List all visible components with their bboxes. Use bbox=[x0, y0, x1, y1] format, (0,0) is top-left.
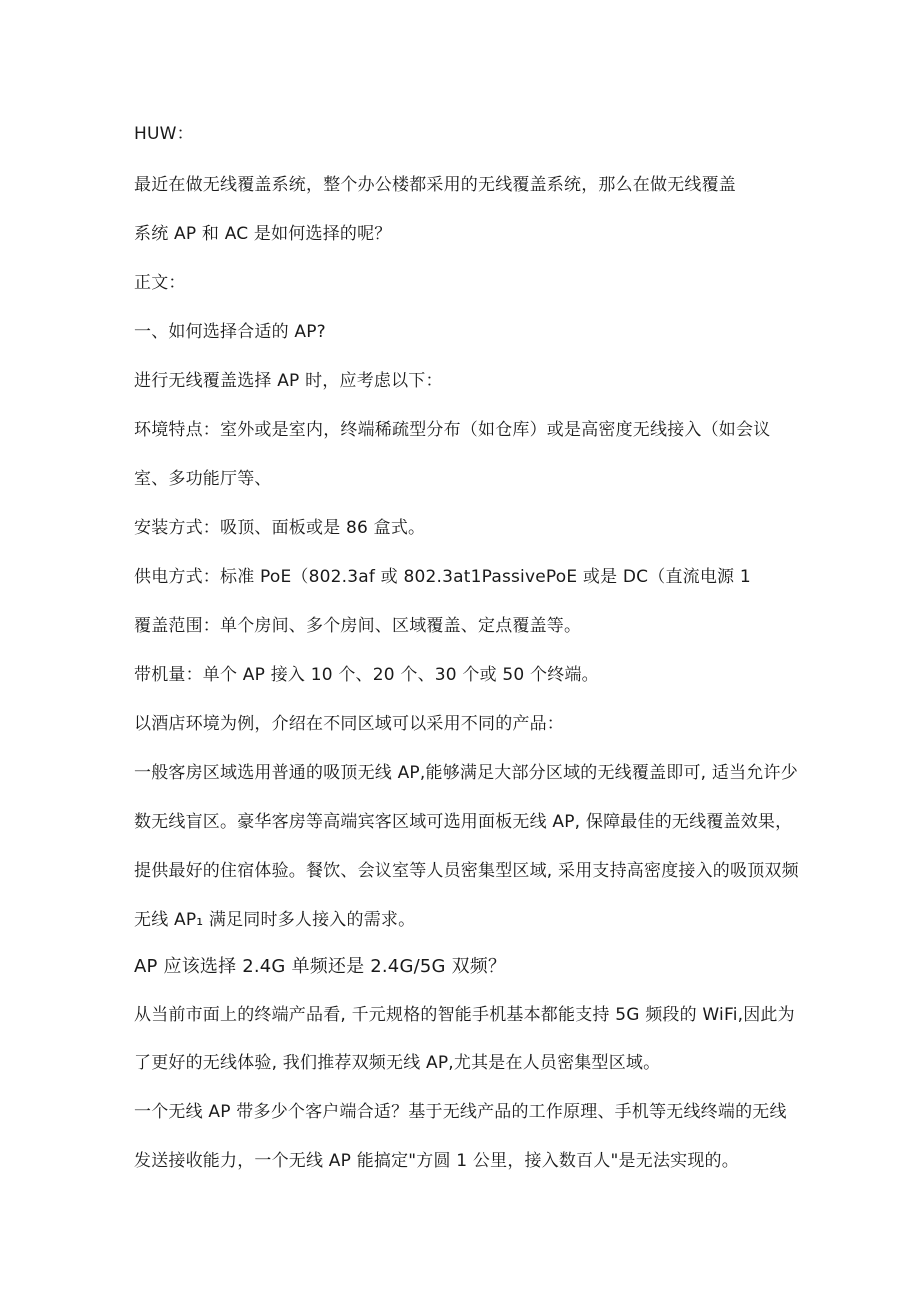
paragraph-line: 一般客房区域选用普通的吸顶无线 AP,能够满足大部分区域的无线覆盖即可, 适当允许少 bbox=[134, 763, 798, 783]
paragraph-line: 从当前市面上的终端产品看, 千元规格的智能手机基本都能支持 5G 频段的 WiFi,因此为 bbox=[134, 1005, 795, 1025]
paragraph-line: 供电方式：标准 PoE（802.3af 或 802.3at1PassivePoE 或是 DC（直流电源 1 bbox=[134, 567, 751, 587]
paragraph-line: 带机量：单个 AP 接入 10 个、20 个、30 个或 50 个终端。 bbox=[134, 665, 599, 685]
section-heading: 一、如何选择合适的 AP? bbox=[134, 322, 326, 342]
paragraph-line: 最近在做无线覆盖系统，整个办公楼都采用的无线覆盖系统，那么在做无线覆盖 bbox=[134, 175, 736, 195]
paragraph-line: 室、多功能厅等、 bbox=[134, 469, 272, 489]
intro-label: HUW： bbox=[134, 124, 194, 144]
paragraph-line: 了更好的无线体验, 我们推荐双频无线 AP,尤其是在人员密集型区域。 bbox=[134, 1053, 661, 1073]
question-heading: AP 应该选择 2.4G 单频还是 2.4G/5G 双频？ bbox=[134, 956, 507, 977]
paragraph-line: 环境特点：室外或是室内，终端稀疏型分布（如仓库）或是高密度无线接入（如会议 bbox=[134, 420, 771, 440]
paragraph-line: 以酒店环境为例，介绍在不同区域可以采用不同的产品： bbox=[134, 714, 564, 734]
paragraph-line: 提供最好的住宿体验。餐饮、会议室等人员密集型区域, 采用支持高密度接入的吸顶双频 bbox=[134, 861, 799, 881]
paragraph-line: 安装方式：吸顶、面板或是 86 盒式。 bbox=[134, 518, 426, 538]
paragraph-line: 一个无线 AP 带多少个客户端合适？基于无线产品的工作原理、手机等无线终端的无线 bbox=[134, 1102, 787, 1122]
paragraph-line: 覆盖范围：单个房间、多个房间、区域覆盖、定点覆盖等。 bbox=[134, 616, 582, 636]
paragraph-line: 系统 AP 和 AC 是如何选择的呢？ bbox=[134, 224, 392, 244]
paragraph-line: 无线 AP₁ 满足同时多人接入的需求。 bbox=[134, 910, 416, 930]
section-label: 正文： bbox=[134, 273, 186, 293]
paragraph-line: 数无线盲区。豪华客房等高端宾客区域可选用面板无线 AP, 保障最佳的无线覆盖效果， bbox=[134, 812, 793, 832]
paragraph-line: 进行无线覆盖选择 AP 时，应考虑以下： bbox=[134, 371, 443, 391]
paragraph-line: 发送接收能力，一个无线 AP 能搞定"方圆 1 公里，接入数百人"是无法实现的。 bbox=[134, 1151, 739, 1171]
